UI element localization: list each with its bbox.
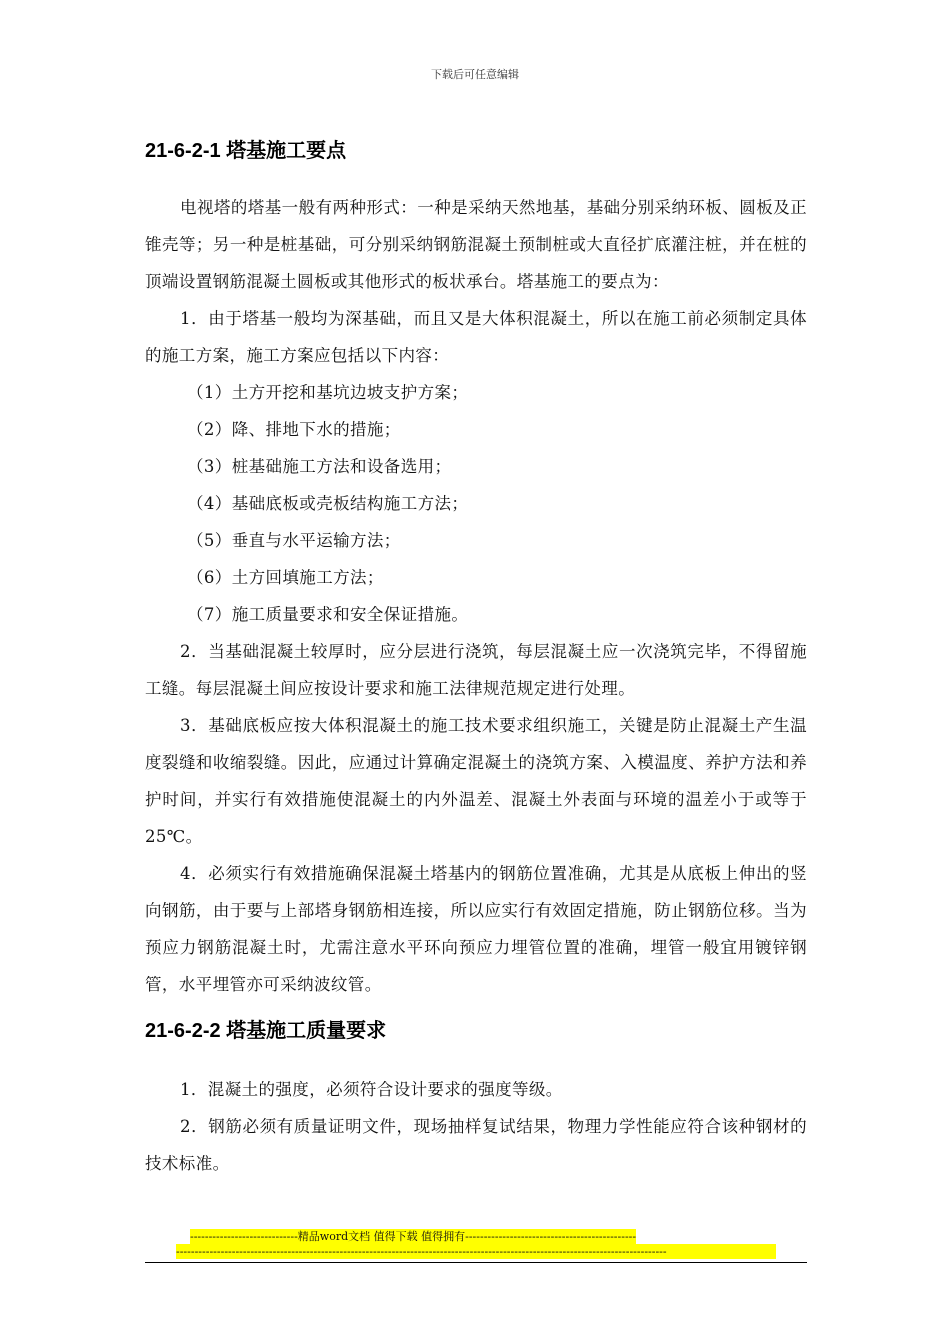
section-title: 21-6-2-1 塔基施工要点 — [145, 140, 347, 162]
sub-item: （7）施工质量要求和安全保证措施。 — [187, 605, 469, 624]
footer-banner — [176, 1229, 776, 1259]
point-paragraph: 1．由于塔基一般均为深基础，而且又是大体积混凝土，所以在施工前必须制定具体的施工方案，施工方案应包括以下内容： — [145, 309, 807, 365]
section-title: 21-6-2-2 塔基施工质量要求 — [145, 1020, 387, 1042]
sub-item: （6）土方回填施工方法； — [187, 568, 384, 587]
point-paragraph: 2．钢筋必须有质量证明文件，现场抽样复试结果，物理力学性能应符合该种钢材的技术标准。 — [145, 1117, 807, 1173]
footer-divider — [145, 1262, 807, 1263]
sub-item: （4）基础底板或壳板结构施工方法； — [187, 494, 469, 513]
sub-item: （5）垂直与水平运输方法； — [187, 531, 401, 550]
intro-paragraph: 电视塔的塔基一般有两种形式：一种是采纳天然地基，基础分别采纳环板、圆板及正锥壳等；另一种是桩基础，可分别采纳钢筋混凝土预制桩或大直径扩底灌注桩，并在桩的顶端设置钢筋混凝土圆板或其他形式的板状承台。塔基施工的要点为： — [145, 198, 807, 291]
point-paragraph: 1．混凝土的强度，必须符合设计要求的强度等级。 — [180, 1080, 563, 1099]
sub-item: （1）土方开挖和基坑边坡支护方案； — [187, 383, 469, 402]
footer-promo-line: -----------------------------精品word文档 值得下载 值得拥有---------------------------------------------- — [190, 1230, 637, 1243]
sub-item: （3）桩基础施工方法和设备选用； — [187, 457, 452, 476]
page-header: 下载后可任意编辑 — [431, 68, 519, 81]
point-paragraph: 3．基础底板应按大体积混凝土的施工技术要求组织施工，关键是防止混凝土产生温度裂缝和收缩裂缝。因此，应通过计算确定混凝土的浇筑方案、入模温度、养护方法和养护时间，并实行有效措施使混凝土的内外温差、混凝土外表面与环境的温差小于或等于25℃。 — [145, 716, 807, 846]
point-paragraph: 4．必须实行有效措施确保混凝土塔基内的钢筋位置准确，尤其是从底板上伸出的竖向钢筋，由于要与上部塔身钢筋相连接，所以应实行有效固定措施，防止钢筋位移。当为预应力钢筋混凝土时，尤需注意水平环向预应力埋管位置的准确，埋管一般宜用镀锌钢管，水平埋管亦可采纳波纹管。 — [145, 864, 807, 994]
document-body — [145, 133, 807, 1182]
point-paragraph: 2．当基础混凝土较厚时，应分层进行浇筑，每层混凝土应一次浇筑完毕，不得留施工缝。每层混凝土间应按设计要求和施工法律规范规定进行处理。 — [145, 642, 807, 698]
sub-item: （2）降、排地下水的措施； — [187, 420, 401, 439]
footer-dash-line: ------------------------------------------------------------------------------------------------------------------------------------ — [176, 1244, 776, 1259]
